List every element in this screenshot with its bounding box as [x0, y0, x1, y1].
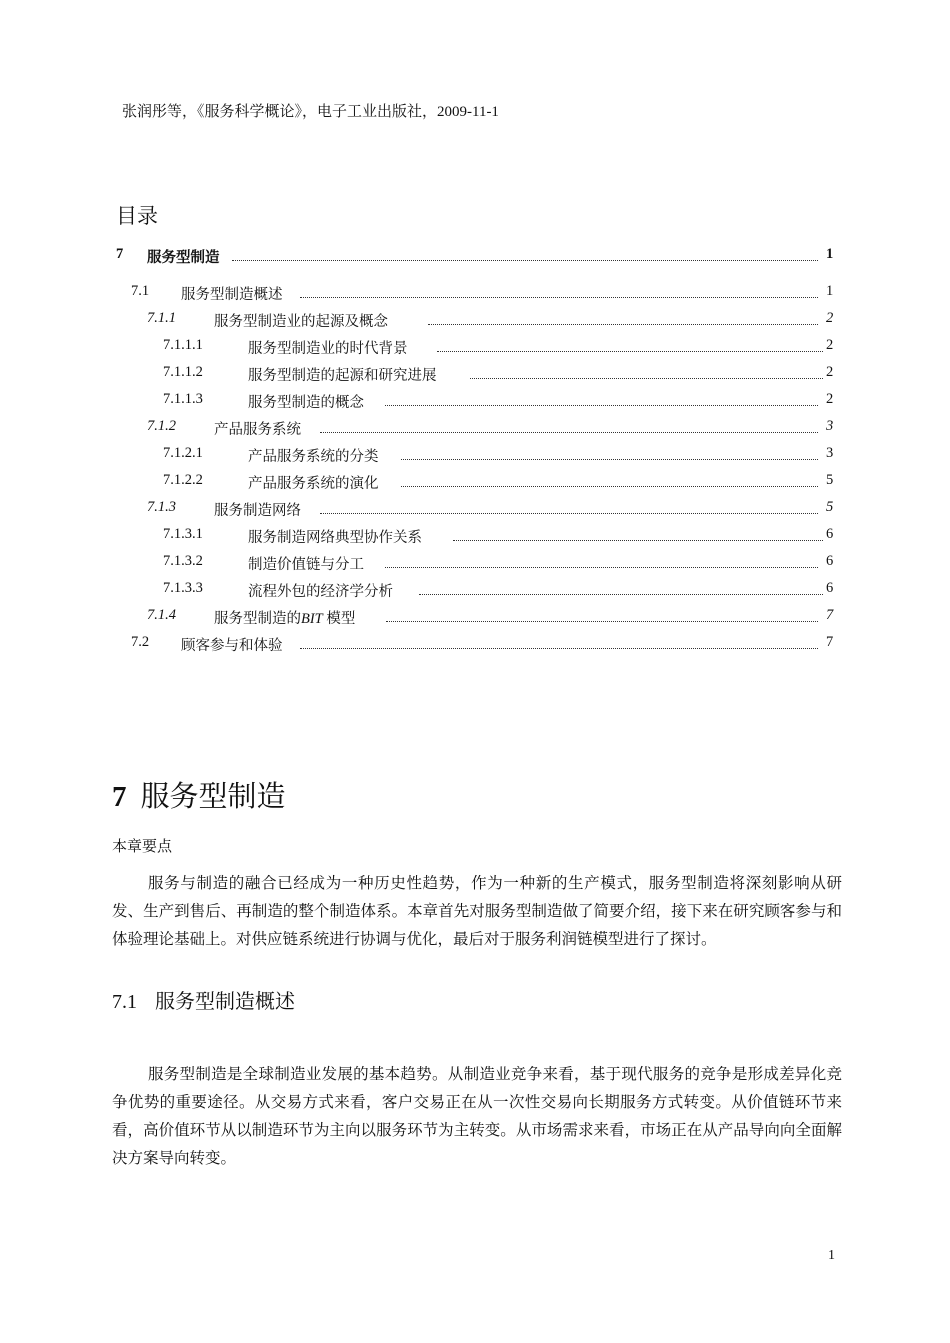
- toc-title: 目录: [116, 204, 158, 228]
- toc-entry[interactable]: [0, 472, 950, 494]
- toc-entry-number: 7.1.4: [147, 607, 176, 623]
- toc-entry-title-suffix: 模型: [322, 611, 356, 627]
- toc-leader: [428, 310, 818, 325]
- toc-entry-number: 7.1.3.2: [163, 553, 203, 569]
- toc-entry-page: 2: [826, 391, 834, 407]
- toc-entry-number: 7.2: [131, 634, 150, 650]
- section-title: 服务型制造概述: [155, 989, 295, 1013]
- page-number: 1: [828, 1248, 835, 1263]
- toc-entry-title: 服务型制造的起源和研究进展: [248, 368, 437, 384]
- intro-paragraph: 服务与制造的融合已经成为一种历史性趋势，作为一种新的生产模式，服务型制造将深刻影响从研发、生产到售后、再制造的整个制造体系。本章首先对服务型制造做了简要介绍，接下来在研究顾客参与和体验理论基础上。对供应链系统进行协调与优化，最后对于服务利润链模型进行了探讨。: [112, 875, 842, 948]
- toc-entry-page: 2: [826, 364, 834, 380]
- toc-entry-page: 1: [826, 246, 834, 262]
- toc-entry-page: 3: [826, 418, 834, 434]
- toc-leader: [470, 364, 823, 379]
- toc-leader: [401, 445, 818, 460]
- toc-leader: [385, 553, 818, 568]
- toc-entry-page: 6: [826, 580, 834, 596]
- toc-entry-page: 7: [826, 634, 834, 650]
- toc-leader: [320, 499, 818, 514]
- toc-entry-title: 服务型制造的概念: [248, 395, 364, 411]
- chapter-title: 服务型制造: [140, 781, 286, 813]
- toc-entry-page: 3: [826, 445, 834, 461]
- toc-entry[interactable]: [0, 391, 950, 413]
- toc-entry[interactable]: [0, 580, 950, 602]
- toc-leader: [453, 526, 823, 541]
- toc-entry-page: 2: [826, 337, 834, 353]
- toc-leader: [401, 472, 818, 487]
- toc-entry[interactable]: [0, 310, 950, 332]
- toc-leader: [300, 634, 818, 649]
- toc-entry-number: 7.1.3: [147, 499, 176, 515]
- toc-leader: [385, 391, 818, 406]
- toc-entry-title: 服务型制造业的时代背景: [248, 341, 408, 357]
- toc-entry[interactable]: [0, 418, 950, 440]
- toc-entry-title: 服务型制造概述: [181, 287, 283, 303]
- toc-entry-title: 产品服务系统的分类: [248, 449, 379, 465]
- section-paragraph: 服务型制造是全球制造业发展的基本趋势。从制造业竞争来看，基于现代服务的竞争是形成差异化竞争优势的重要途径。从交易方式来看，客户交易正在从一次性交易向长期服务方式转变。从价值链环节来看，高价值环节从以制造环节为主向以服务环节为主转变。从市场需求来看，市场正在从产品导向向全面解决方案导向转变。: [112, 1066, 842, 1167]
- toc-leader: [232, 246, 818, 261]
- toc-entry-number: 7.1: [131, 283, 150, 299]
- toc-entry-title: 服务制造网络: [214, 503, 301, 519]
- toc-entry-number: 7.1.2.1: [163, 445, 203, 461]
- toc-entry-number: 7.1.1: [147, 310, 176, 326]
- toc-entry[interactable]: [0, 445, 950, 467]
- toc-leader: [386, 607, 818, 622]
- toc-entry-title: 顾客参与和体验: [181, 638, 283, 654]
- toc-entry-title: 服务制造网络典型协作关系: [248, 530, 422, 546]
- toc-entry[interactable]: [0, 607, 950, 629]
- toc-entry-page: 6: [826, 526, 834, 542]
- toc-entry-title: 制造价值链与分工: [248, 557, 364, 573]
- toc-entry[interactable]: [0, 526, 950, 548]
- toc-entry-page: 2: [826, 310, 834, 326]
- toc-entry-number: 7.1.1.1: [163, 337, 203, 353]
- toc-entry[interactable]: [0, 364, 950, 386]
- toc-entry[interactable]: [0, 283, 950, 305]
- toc-entry-number: 7.1.1.2: [163, 364, 203, 380]
- toc-entry[interactable]: [0, 337, 950, 359]
- toc-entry[interactable]: [0, 499, 950, 521]
- toc-entry-title-prefix: 服务型制造的: [214, 611, 301, 627]
- toc-entry-page: 7: [826, 607, 834, 623]
- toc-entry-number: 7.1.3.3: [163, 580, 203, 596]
- toc-entry-title: 服务型制造业的起源及概念: [214, 314, 388, 330]
- toc-entry-title: 服务型制造: [147, 250, 220, 266]
- toc-leader: [437, 337, 823, 352]
- toc-entry-title: 产品服务系统: [214, 422, 301, 438]
- toc-leader: [419, 580, 823, 595]
- toc-entry-page: 1: [826, 283, 834, 299]
- toc-entry-title-italic: BIT: [301, 611, 323, 627]
- toc-leader: [320, 418, 818, 433]
- section-number: 7.1: [112, 991, 137, 1013]
- toc-entry-title: [214, 607, 355, 628]
- toc-entry-page: 5: [826, 472, 834, 488]
- toc-entry-number: 7.1.1.3: [163, 391, 203, 407]
- toc-entry-number: 7.1.2.2: [163, 472, 203, 488]
- toc-entry-page: 6: [826, 553, 834, 569]
- toc-entry[interactable]: [0, 634, 950, 656]
- toc-entry-page: 5: [826, 499, 834, 515]
- chapter-heading: [112, 774, 286, 815]
- toc-leader: [300, 283, 818, 298]
- chapter-number: 7: [112, 781, 127, 813]
- toc-entry-number: 7.1.3.1: [163, 526, 203, 542]
- toc-entry-number: 7.1.2: [147, 418, 176, 434]
- toc-entry[interactable]: [0, 553, 950, 575]
- key-points-label: 本章要点: [112, 839, 173, 855]
- toc-entry-number: 7: [116, 246, 124, 262]
- citation-line: 张润彤等，《服务科学概论》，电子工业出版社，2009-11-1: [122, 104, 499, 120]
- section-heading: [112, 985, 295, 1014]
- toc-entry[interactable]: [0, 246, 950, 268]
- toc-entry-title: 产品服务系统的演化: [248, 476, 379, 492]
- toc-entry-title: 流程外包的经济学分析: [248, 584, 393, 600]
